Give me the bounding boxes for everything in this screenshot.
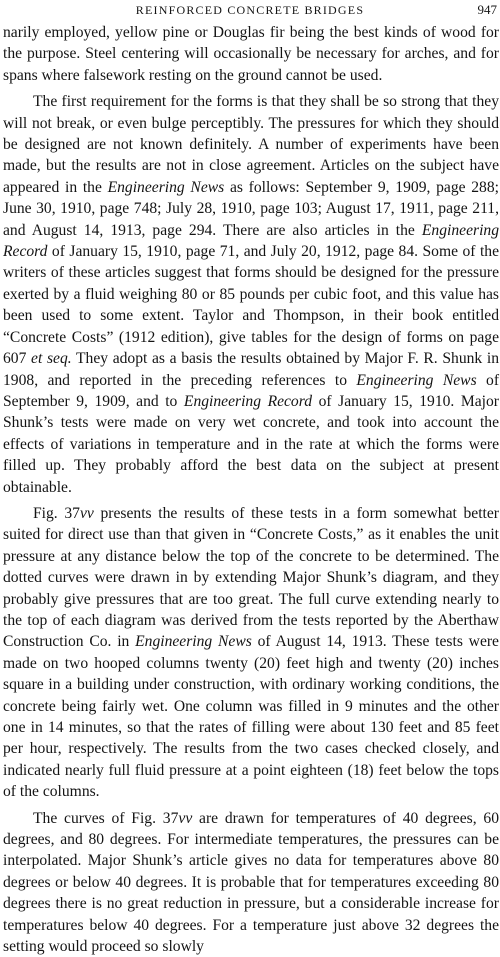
paragraph (3, 22, 499, 86)
page-number: 947 (477, 2, 497, 17)
running-header (0, 2, 500, 18)
italic-text: Engineering Record (183, 392, 313, 410)
text-run: as follows: September 9, 1909, page 288; June 30, 1910, page 748; July 28, 1910, page 103; August 17, 1911, page 211, and August 14, 1913, page 294. There are also articles in the (3, 178, 499, 239)
text-run: of August 14, 1913. These tests were made on two hooped columns twenty (20) feet high and twenty (20) inches square in a building under construction, with ordinary working conditions, the concrete being fairly wet. One column was filled in 9 minutes and the other one in 14 minutes, so that the rates of filling were about 130 feet and 85 feet per hour, respectively. The results from the two cases checked closely, and indicated nearly full fluid pressure at a point eighteen (18) feet below the tops of the columns. (3, 633, 499, 801)
italic-text: Engineering Record (3, 221, 499, 261)
italic-text: vv (79, 504, 94, 522)
italic-text: vv (178, 809, 193, 827)
text-run: The curves of Fig. 37 (33, 809, 179, 827)
italic-text: Engineering News (107, 178, 225, 196)
text-run: The first requirement for the forms is that they shall be so strong that they will not break, or even bulge perceptibly. The pressures for which they should be designed are not known definitely. A number of experiments have been made, but the results are not in close agreement. Articles on the subject have appeared in the (3, 93, 499, 196)
text-run: narily employed, yellow pine or Douglas fir being the best kinds of wood for the purpose. Steel centering will occasionally be necessary for arches, and for spans where falsework resting on the ground cannot be used. (3, 24, 499, 84)
text-run: of January 15, 1910. Major Shunk’s tests were made on very wet concrete, and took into account the effects of variations in temperature and in the rate at which the forms were filled up. They probably afford the best data on the subject at present obtainable. (3, 392, 500, 496)
text-run: of September 9, 1909, and to (3, 371, 500, 410)
text-run: of January 15, 1910, page 71, and July 20, 1912, page 84. Some of the writers of these articles suggest that forms should be designed for the pressure exerted by a fluid weighing 80 or 85 pounds per cubic foot, and this value has been used to some extent. Taylor and Thompson, in their book entitled “Concrete Costs” (1912 edition), give tables for the design of forms on page 607 (3, 243, 499, 368)
text-run: They adopt as a basis the results obtained by Major F. R. Shunk in 1908, and reported in the preceding references to (3, 350, 499, 389)
paragraph (3, 808, 499, 957)
paragraph (3, 91, 499, 498)
text-run: presents the results of these tests in a form somewhat better suited for direct use than that given in “Concrete Costs,” as it enables the unit pressure at any distance below the top of the concrete to be determined. The dotted curves were drawn in by extending Major Shunk’s diagram, and they probably give pressures that are too great. The full curve extending nearly to the top of each diagram was derived from the tests reported by the Aberthaw Construction Co. in (3, 504, 499, 651)
paragraph (3, 503, 499, 803)
italic-text: Engineering News (356, 371, 477, 389)
italic-text: Engineering News (135, 633, 252, 651)
body-text (3, 22, 499, 957)
text-run: are drawn for temperatures of 40 degrees, 60 degrees, and 80 degrees. For intermediate temperatures, the pressures can be interpolated. Major Shunk’s article gives no data for temperatures above 80 degrees or below 40 degrees. It is probable that for temperatures exceeding 80 degrees there is no great reduction in pressure, but a considerable increase for temperatures below 40 degrees. For a temperature just above 32 degrees the setting would proceed so slowly (3, 809, 499, 956)
italic-text: et seq. (31, 350, 72, 368)
text-run: Fig. 37 (33, 504, 80, 522)
running-title: REINFORCED CONCRETE BRIDGES (135, 3, 365, 17)
